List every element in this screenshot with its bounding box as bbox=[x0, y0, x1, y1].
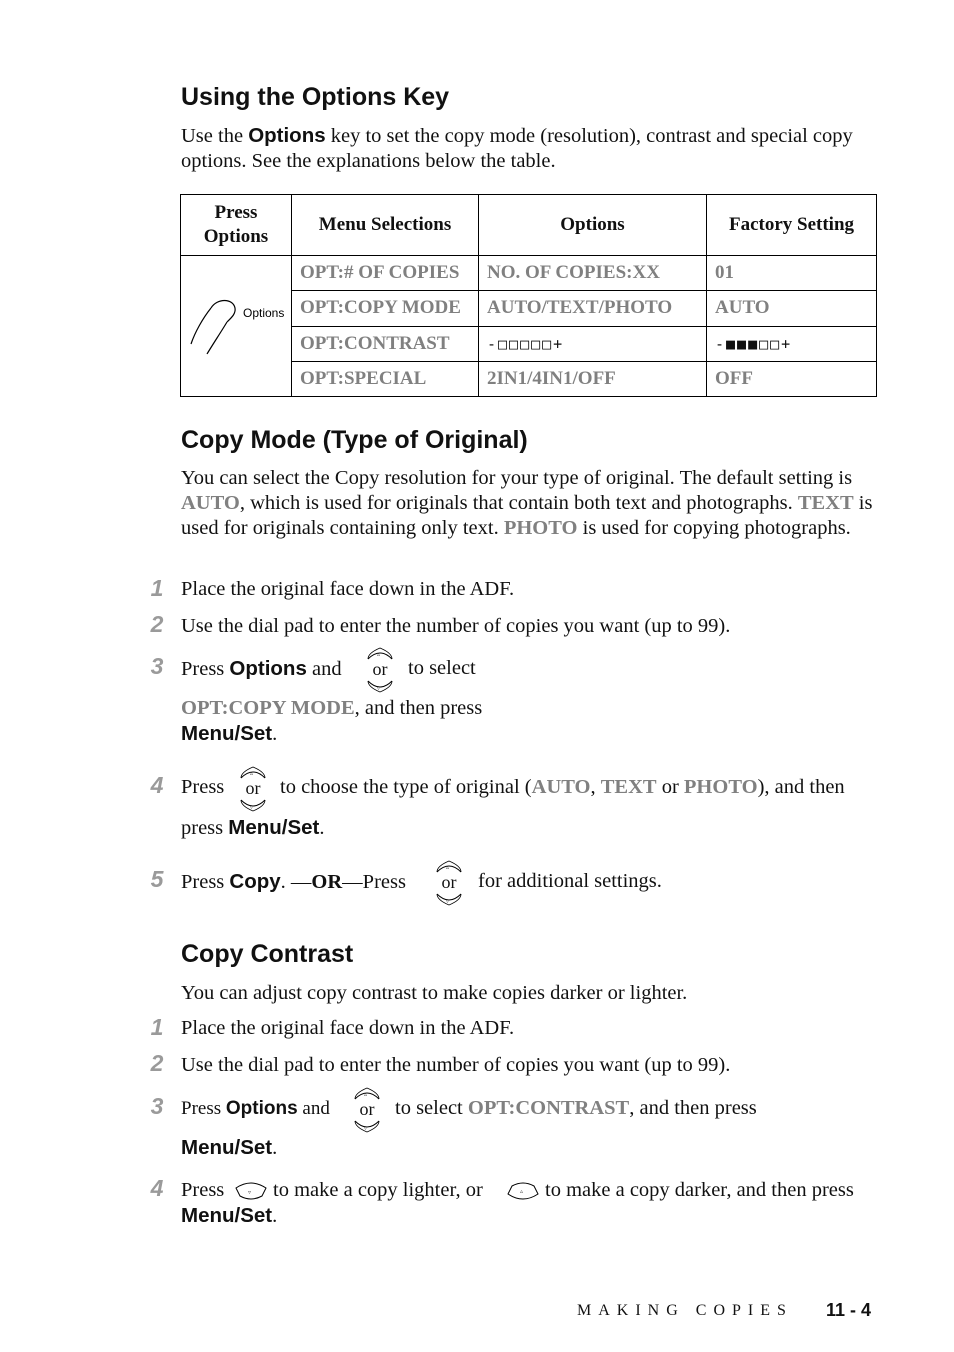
options-table bbox=[180, 194, 877, 397]
svg-text:▵: ▵ bbox=[250, 771, 254, 777]
up-down-or-icon bbox=[236, 764, 270, 814]
option-values: 2IN1/4IN1/OFF bbox=[479, 361, 707, 396]
step-number: 3 bbox=[150, 653, 164, 679]
step-number: 3 bbox=[150, 1093, 164, 1119]
step-text: for additional settings. bbox=[478, 870, 662, 892]
step-number: 4 bbox=[150, 1175, 164, 1201]
step-number: 2 bbox=[150, 1050, 164, 1076]
step-text: Press bbox=[181, 776, 225, 798]
step-number: 4 bbox=[150, 772, 164, 798]
step-text: Use the dial pad to enter the number of copies you want (up to 99). bbox=[181, 615, 731, 637]
menu-set-key: Menu/Set. bbox=[181, 722, 278, 745]
menu-selection: OPT:# OF COPIES bbox=[292, 256, 479, 291]
step-text: Place the original face down in the ADF. bbox=[181, 578, 515, 600]
step-text: to make a copy lighter, or bbox=[273, 1179, 483, 1201]
options-key-label: Options bbox=[248, 124, 326, 147]
heading-copy-contrast: Copy Contrast bbox=[181, 940, 354, 968]
table-header: Press Options bbox=[181, 195, 292, 256]
options-key-finger-icon bbox=[181, 256, 291, 396]
heading-using-options-key: Using the Options Key bbox=[181, 83, 450, 111]
menu-selection: OPT:COPY MODE bbox=[292, 291, 479, 326]
step-text: to select bbox=[408, 657, 476, 679]
svg-text:or: or bbox=[245, 778, 261, 798]
table-header: Factory Setting bbox=[707, 195, 877, 256]
footer-chapter-title: MAKING COPIES bbox=[577, 1302, 793, 1319]
step-text: press Menu/Set. bbox=[181, 816, 325, 839]
step-text: OPT:COPY MODE, and then press bbox=[181, 697, 483, 719]
step-text: to choose the type of original (AUTO, TEXT or PHOTO), and then bbox=[280, 776, 845, 798]
svg-text:▿: ▿ bbox=[250, 805, 254, 811]
step-text: to make a copy darker, and then press bbox=[545, 1179, 854, 1201]
svg-text:▿: ▿ bbox=[248, 1190, 252, 1196]
down-arrow-key-icon bbox=[234, 1180, 268, 1202]
table-header: Options bbox=[479, 195, 707, 256]
step-text: Press Options and bbox=[181, 1098, 330, 1119]
factory-setting: OFF bbox=[707, 361, 877, 396]
step-number: 1 bbox=[150, 575, 164, 601]
up-down-or-icon bbox=[350, 1085, 384, 1135]
up-down-or-icon bbox=[363, 645, 397, 695]
contrast-default: -■■■□□+ bbox=[715, 334, 793, 353]
svg-text:▵: ▵ bbox=[446, 865, 450, 871]
option-values: AUTO/TEXT/PHOTO bbox=[479, 291, 707, 326]
step-text: Use the dial pad to enter the number of copies you want (up to 99). bbox=[181, 1054, 731, 1076]
menu-selection: OPT:CONTRAST bbox=[292, 326, 479, 361]
table-header-row bbox=[181, 195, 877, 256]
intro-paragraph: Use the Options key to set the copy mode (resolution), contrast and special copy options. See the explanations below the table. bbox=[181, 124, 853, 172]
svg-text:▿: ▿ bbox=[446, 899, 450, 905]
up-down-or-icon bbox=[432, 858, 466, 908]
svg-text:or: or bbox=[441, 872, 457, 892]
svg-text:Options: Options bbox=[243, 306, 285, 320]
step-text: to select OPT:CONTRAST, and then press bbox=[395, 1097, 757, 1119]
footer-page-number: 11 - 4 bbox=[826, 1300, 872, 1320]
menu-set-key: Menu/Set. bbox=[181, 1136, 278, 1159]
svg-text:▵: ▵ bbox=[364, 1092, 368, 1098]
options-key-cell bbox=[181, 256, 292, 397]
menu-set-key: Menu/Set. bbox=[181, 1204, 278, 1227]
step-text: Press Options and bbox=[181, 657, 342, 680]
svg-text:▵: ▵ bbox=[520, 1189, 524, 1195]
svg-text:▿: ▿ bbox=[377, 686, 381, 692]
copy-contrast-intro: You can adjust copy contrast to make copies darker or lighter. bbox=[181, 982, 688, 1004]
up-arrow-key-icon bbox=[506, 1180, 540, 1202]
menu-selection: OPT:SPECIAL bbox=[292, 361, 479, 396]
contrast-scale: -□□□□□+ bbox=[487, 334, 565, 353]
heading-copy-mode: Copy Mode (Type of Original) bbox=[181, 426, 528, 454]
step-number: 1 bbox=[150, 1014, 164, 1040]
svg-text:▵: ▵ bbox=[377, 652, 381, 658]
step-number: 5 bbox=[150, 866, 164, 892]
step-text: Press bbox=[181, 1179, 225, 1201]
svg-text:or: or bbox=[372, 659, 388, 679]
factory-setting: 01 bbox=[707, 256, 877, 291]
svg-text:or: or bbox=[359, 1099, 375, 1119]
svg-text:▿: ▿ bbox=[364, 1126, 368, 1132]
step-text: Place the original face down in the ADF. bbox=[181, 1017, 515, 1039]
step-number: 2 bbox=[150, 611, 164, 637]
option-values: NO. OF COPIES:XX bbox=[479, 256, 707, 291]
table-row bbox=[181, 256, 877, 291]
copy-mode-paragraph: You can select the Copy resolution for your type of original. The default setting is AUTO, which is used for originals that contain both text and photographs. TEXT is used for originals containing only text. PHOTO is used for copying photographs. bbox=[181, 467, 873, 539]
factory-setting: AUTO bbox=[707, 291, 877, 326]
table-header: Menu Selections bbox=[292, 195, 479, 256]
step-text: Press Copy. —OR—Press bbox=[181, 870, 406, 893]
